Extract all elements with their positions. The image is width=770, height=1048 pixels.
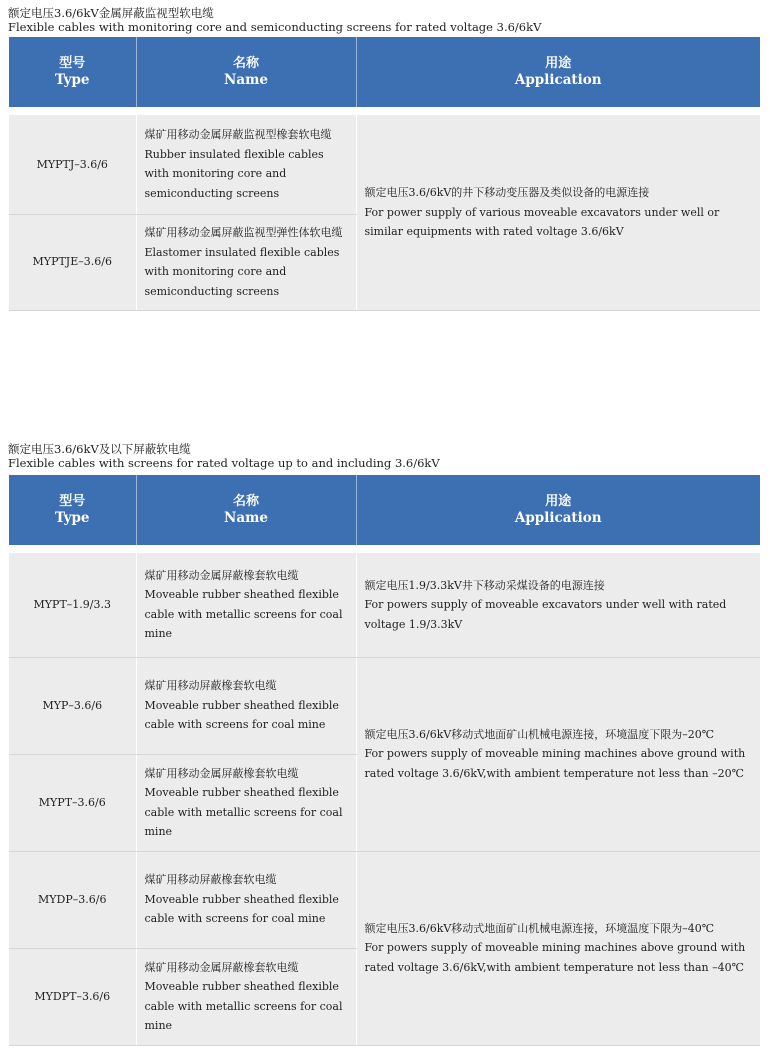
- application-cell: [356, 115, 760, 310]
- header-type-en: Type: [55, 72, 90, 88]
- app-en: For power supply of various moveable excavators under well or similar equipments with rated voltage 3.6/6kV: [364, 205, 720, 238]
- header-application: [356, 37, 760, 107]
- type-cell: MYP–3.6/6: [9, 657, 136, 754]
- name-cell: [136, 754, 356, 851]
- name-cell: [136, 948, 356, 1045]
- table-row: [9, 115, 760, 214]
- header-name-zh: 名称: [232, 56, 259, 71]
- header-name: [136, 37, 356, 107]
- name-en: Moveable rubber sheathed flexible cable with screens for coal mine: [144, 892, 339, 926]
- name-zh: 煤矿用移动金属屏蔽监视型橡套软电缆: [144, 128, 332, 142]
- header-app-en: Application: [514, 72, 602, 88]
- name-zh: 煤矿用移动金属屏蔽橡套软电缆: [144, 568, 299, 582]
- name-cell: [136, 851, 356, 948]
- type-cell: MYPT–1.9/3.3: [9, 553, 136, 657]
- type-cell: MYPTJE–3.6/6: [9, 214, 136, 310]
- app-zh: 额定电压3.6/6kV的井下移动变压器及类似设备的电源连接: [364, 186, 650, 199]
- app-en: For powers supply of moveable mining machines above ground with rated voltage 3.6/6kV,with ambient temperature not less than –40℃: [364, 941, 746, 974]
- section2-caption: [8, 442, 440, 470]
- application-cell: [356, 851, 760, 1045]
- section1-caption: [8, 6, 541, 34]
- section2-table: [9, 475, 760, 1046]
- name-cell: [136, 214, 356, 310]
- name-zh: 煤矿用移动金属屏蔽监视型弹性体软电缆: [144, 226, 343, 239]
- name-cell: [136, 657, 356, 754]
- table-header-row: [9, 475, 760, 545]
- name-zh: 煤矿用移动屏蔽橡套软电缆: [144, 679, 277, 693]
- type-cell: MYPT–3.6/6: [9, 754, 136, 851]
- header-name-en: Name: [224, 510, 268, 526]
- table-header-row: [9, 37, 760, 107]
- header-type-zh: 型号: [59, 56, 86, 71]
- name-en: Moveable rubber sheathed flexible cable with metallic screens for coal mine: [144, 980, 343, 1032]
- name-zh: 煤矿用移动金属屏蔽橡套软电缆: [144, 766, 299, 780]
- name-en: Elastomer insulated flexible cables with monitoring core and semiconducting screens: [144, 245, 340, 298]
- app-zh: 额定电压3.6/6kV移动式地面矿山机械电源连接，环境温度下限为–40℃: [364, 921, 715, 935]
- app-zh: 额定电压1.9/3.3kV井下移动采煤设备的电源连接: [364, 578, 605, 592]
- name-zh: 煤矿用移动金属屏蔽橡套软电缆: [144, 960, 299, 974]
- header-type: [9, 475, 136, 545]
- header-application: [356, 475, 760, 545]
- name-en: Moveable rubber sheathed flexible cable with metallic screens for coal mine: [144, 786, 343, 838]
- header-type-zh: 型号: [59, 494, 86, 509]
- type-cell: MYPTJ–3.6/6: [9, 115, 136, 214]
- name-en: Moveable rubber sheathed flexible cable with metallic screens for coal mine: [144, 588, 343, 641]
- table-row: [9, 851, 760, 948]
- table-row: [9, 553, 760, 657]
- header-name-zh: 名称: [232, 494, 259, 509]
- section1-caption-en: Flexible cables with monitoring core and semiconducting screens for rated voltage 3.6/6kV: [8, 20, 542, 34]
- header-app-zh: 用途: [545, 494, 572, 509]
- header-type: [9, 37, 136, 107]
- name-cell: [136, 553, 356, 657]
- section2-caption-en: Flexible cables with screens for rated voltage up to and including 3.6/6kV: [8, 456, 440, 470]
- type-cell: MYDP–3.6/6: [9, 851, 136, 948]
- type-cell: MYDPT–3.6/6: [9, 948, 136, 1045]
- name-zh: 煤矿用移动屏蔽橡套软电缆: [144, 873, 277, 887]
- app-en: For powers supply of moveable mining machines above ground with rated voltage 3.6/6kV,with ambient temperature not less than –20℃: [364, 747, 746, 780]
- section2-caption-zh: 额定电压3.6/6kV及以下屏蔽软电缆: [8, 442, 191, 456]
- app-zh: 额定电压3.6/6kV移动式地面矿山机械电源连接，环境温度下限为–20℃: [364, 727, 715, 741]
- section-screened-cables: [0, 440, 770, 1048]
- header-app-zh: 用途: [545, 56, 572, 71]
- header-name-en: Name: [224, 72, 268, 88]
- section-monitoring-cables: [0, 0, 770, 320]
- app-en: For powers supply of moveable excavators under well with rated voltage 1.9/3.3kV: [364, 598, 727, 631]
- name-en: Rubber insulated flexible cables with monitoring core and semiconducting screens: [144, 147, 324, 200]
- table-row: [9, 657, 760, 754]
- name-cell: [136, 115, 356, 214]
- application-cell: [356, 553, 760, 657]
- section1-table: [9, 37, 760, 311]
- application-cell: [356, 657, 760, 851]
- name-en: Moveable rubber sheathed flexible cable with screens for coal mine: [144, 698, 339, 732]
- header-app-en: Application: [514, 510, 602, 526]
- header-name: [136, 475, 356, 545]
- header-type-en: Type: [55, 510, 90, 526]
- section1-caption-zh: 额定电压3.6/6kV金属屏蔽监视型软电缆: [8, 6, 214, 20]
